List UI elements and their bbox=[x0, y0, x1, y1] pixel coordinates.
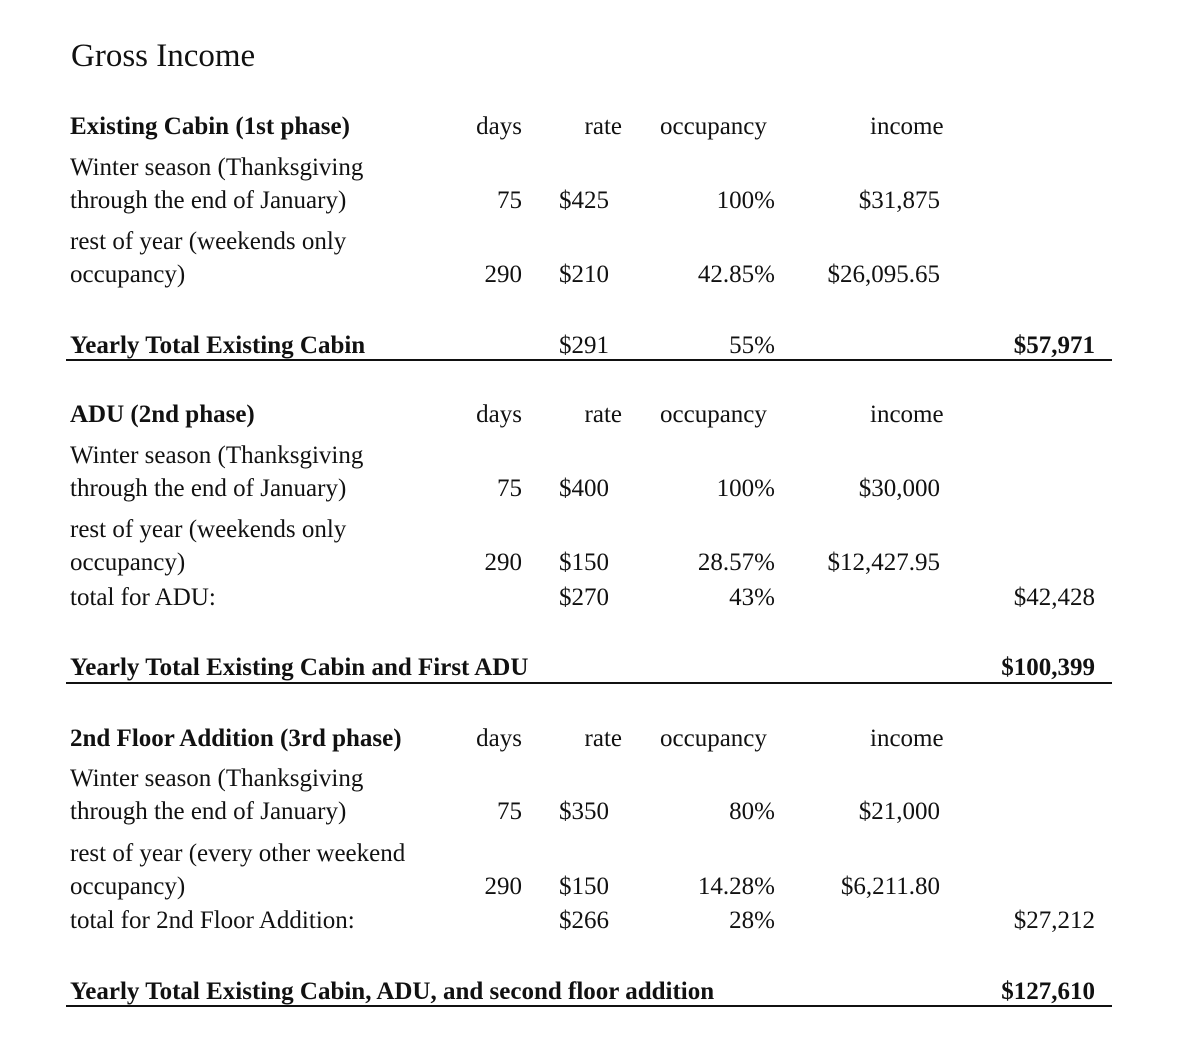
total-label: Yearly Total Existing Cabin bbox=[70, 332, 366, 359]
income-value: $30,000 bbox=[858, 475, 940, 502]
column-header-days: days bbox=[476, 401, 522, 428]
total-underline bbox=[66, 1005, 1112, 1007]
rate-value: $350 bbox=[559, 798, 609, 825]
row-label-line1: rest of year (weekends only bbox=[70, 516, 347, 543]
income-value: $26,095.65 bbox=[827, 261, 940, 288]
row-label-line1: Winter season (Thanksgiving bbox=[70, 442, 364, 469]
occupancy-value: 28% bbox=[729, 907, 775, 934]
total-label: Yearly Total Existing Cabin, ADU, and second floor addition bbox=[70, 978, 715, 1005]
subtotal-label: total for 2nd Floor Addition: bbox=[70, 907, 355, 934]
total-label: Yearly Total Existing Cabin and First ADU bbox=[70, 654, 529, 681]
column-header-occupancy: occupancy bbox=[660, 113, 767, 140]
subtotal-label: total for ADU: bbox=[70, 584, 216, 611]
column-header-days: days bbox=[476, 113, 522, 140]
section-heading: ADU (2nd phase) bbox=[70, 401, 255, 428]
column-header-income: income bbox=[870, 401, 944, 428]
column-header-rate: rate bbox=[584, 401, 622, 428]
row-label-line2: through the end of January) bbox=[70, 475, 347, 502]
rate-value: $266 bbox=[559, 907, 609, 934]
column-header-occupancy: occupancy bbox=[660, 725, 767, 752]
total-amount: $127,610 bbox=[1001, 978, 1095, 1005]
occupancy-value: 100% bbox=[716, 475, 775, 502]
income-value: $21,000 bbox=[858, 798, 940, 825]
total-underline bbox=[66, 682, 1112, 684]
income-value: $12,427.95 bbox=[827, 549, 940, 576]
row-label-line2: through the end of January) bbox=[70, 798, 347, 825]
total-amount: $100,399 bbox=[1001, 654, 1095, 681]
occupancy-value: 43% bbox=[729, 584, 775, 611]
rate-value: $291 bbox=[559, 332, 609, 359]
row-label-line2: occupancy) bbox=[70, 261, 186, 288]
page-title: Gross Income bbox=[71, 38, 256, 74]
section-heading: Existing Cabin (1st phase) bbox=[70, 113, 350, 140]
occupancy-value: 28.57% bbox=[697, 549, 775, 576]
section-heading: 2nd Floor Addition (3rd phase) bbox=[70, 725, 402, 752]
rate-value: $150 bbox=[559, 873, 609, 900]
row-label-line2: through the end of January) bbox=[70, 187, 347, 214]
row-label-line1: rest of year (weekends only bbox=[70, 228, 347, 255]
income-value: $31,875 bbox=[858, 187, 940, 214]
rate-value: $270 bbox=[559, 584, 609, 611]
days-value: 75 bbox=[497, 187, 522, 214]
occupancy-value: 55% bbox=[729, 332, 775, 359]
column-header-days: days bbox=[476, 725, 522, 752]
row-label-line2: occupancy) bbox=[70, 873, 186, 900]
days-value: 290 bbox=[484, 873, 522, 900]
occupancy-value: 100% bbox=[716, 187, 775, 214]
subtotal-amount: $42,428 bbox=[1013, 584, 1095, 611]
days-value: 290 bbox=[484, 549, 522, 576]
row-label-line1: Winter season (Thanksgiving bbox=[70, 154, 364, 181]
income-value: $6,211.80 bbox=[840, 873, 940, 900]
column-header-rate: rate bbox=[584, 725, 622, 752]
rate-value: $150 bbox=[559, 549, 609, 576]
subtotal-amount: $27,212 bbox=[1013, 907, 1095, 934]
days-value: 75 bbox=[497, 475, 522, 502]
rate-value: $210 bbox=[559, 261, 609, 288]
row-label-line1: rest of year (every other weekend bbox=[70, 840, 406, 867]
column-header-occupancy: occupancy bbox=[660, 401, 767, 428]
days-value: 75 bbox=[497, 798, 522, 825]
row-label-line2: occupancy) bbox=[70, 549, 186, 576]
rate-value: $400 bbox=[559, 475, 609, 502]
occupancy-value: 42.85% bbox=[697, 261, 775, 288]
occupancy-value: 80% bbox=[729, 798, 775, 825]
row-label-line1: Winter season (Thanksgiving bbox=[70, 765, 364, 792]
total-amount: $57,971 bbox=[1013, 332, 1095, 359]
total-underline bbox=[66, 359, 1112, 361]
column-header-income: income bbox=[870, 113, 944, 140]
days-value: 290 bbox=[484, 261, 522, 288]
column-header-income: income bbox=[870, 725, 944, 752]
occupancy-value: 14.28% bbox=[697, 873, 775, 900]
rate-value: $425 bbox=[559, 187, 609, 214]
column-header-rate: rate bbox=[584, 113, 622, 140]
